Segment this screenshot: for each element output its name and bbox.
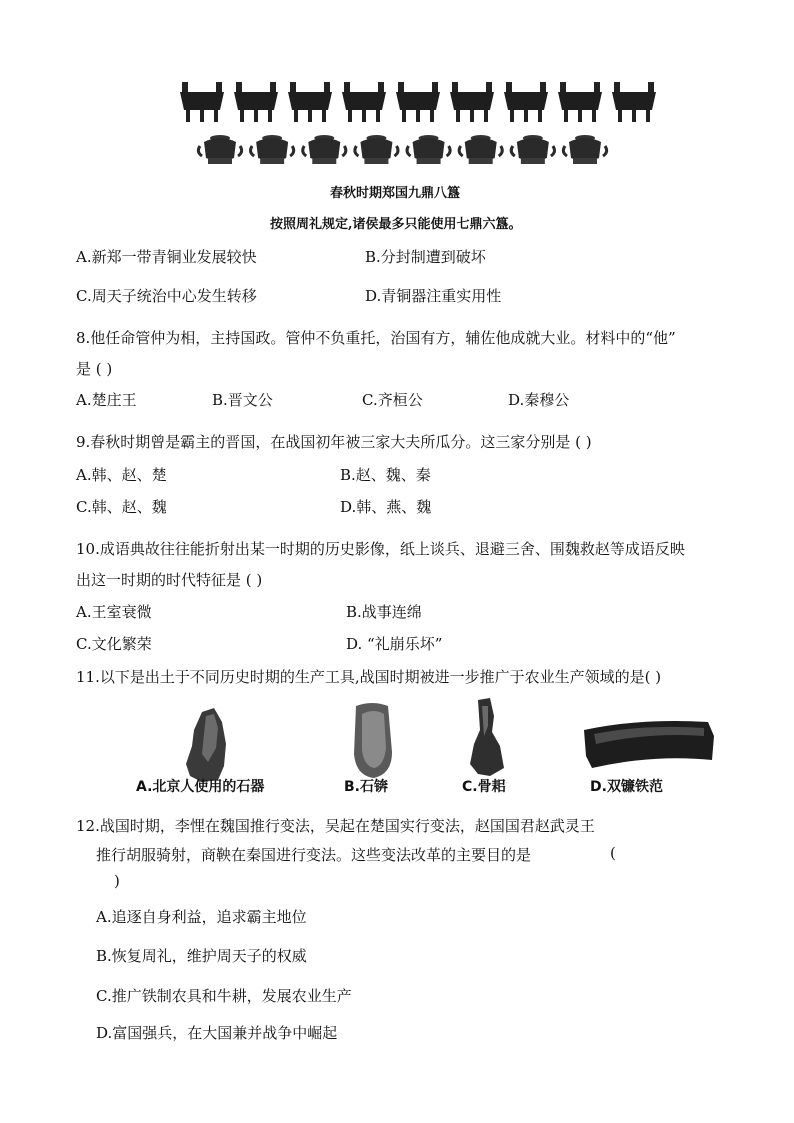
gui-vessel [563, 135, 606, 164]
q9-option-a[interactable]: A.韩、赵、楚 [76, 466, 167, 484]
q12-option-a[interactable]: A.追逐自身利益，追求霸主地位 [96, 908, 307, 926]
tool-label-b[interactable]: B.石锛 [344, 779, 388, 795]
gui-vessel [511, 135, 554, 164]
ding-vessel [234, 82, 278, 122]
ding-vessel [342, 82, 386, 122]
q10-option-a[interactable]: A.王室衰微 [76, 603, 152, 621]
q12-answer-paren-open: ( [610, 844, 616, 862]
figure-caption: 春秋时期郑国九鼎八簋 [330, 186, 461, 201]
q7-option-d[interactable]: D.青铜器注重实用性 [365, 287, 502, 305]
q10-option-c[interactable]: C.文化繁荣 [76, 635, 152, 653]
q8-stem-line2: 是 ( ) [76, 360, 113, 378]
iron-sickle-mold-image [580, 716, 720, 776]
q12-option-c[interactable]: C.推广铁制农具和牛耕，发展农业生产 [96, 987, 352, 1005]
q9-option-c[interactable]: C.韩、赵、魏 [76, 498, 167, 516]
q8-option-b[interactable]: B.晋文公 [212, 391, 273, 409]
q7-option-c[interactable]: C.周天子统治中心发生转移 [76, 287, 257, 305]
q8-option-d[interactable]: D.秦穆公 [508, 391, 570, 409]
q8-stem-line1: 8.他任命管仲为相，主持国政。管仲不负重托，治国有方，辅佐他成就大业。材料中的“他” [76, 329, 676, 347]
q12-option-d[interactable]: D.富国强兵，在大国兼并战争中崛起 [96, 1024, 338, 1042]
gui-vessel [407, 135, 450, 164]
ding-vessel [180, 82, 224, 122]
tool-label-a[interactable]: A.北京人使用的石器 [136, 779, 265, 795]
q10-stem-line2: 出这一时期的时代特征是 ( ) [76, 571, 263, 589]
figure-note: 按照周礼规定,诸侯最多只能使用七鼎六簋。 [270, 217, 522, 232]
ding-vessel [288, 82, 332, 122]
ding-vessel [450, 82, 494, 122]
q10-option-b[interactable]: B.战事连绵 [346, 603, 422, 621]
q12-option-b[interactable]: B.恢复周礼，维护周天子的权威 [96, 947, 307, 965]
stone-adze-image [344, 700, 404, 784]
q12-stem-line1: 12.战国时期，李悝在魏国推行变法，吴起在楚国实行变法，赵国国君赵武灵王 [76, 817, 595, 835]
q8-option-a[interactable]: A.楚庄王 [76, 391, 137, 409]
q10-option-d[interactable]: D. “礼崩乐坏” [346, 635, 443, 653]
ding-vessel-row [0, 70, 794, 200]
q9-stem: 9.春秋时期曾是霸主的晋国，在战国初年被三家大夫所瓜分。这三家分别是 ( ) [76, 433, 592, 451]
q9-option-d[interactable]: D.韩、燕、魏 [340, 498, 432, 516]
gui-vessel [198, 135, 241, 164]
ding-vessel [396, 82, 440, 122]
ding-vessel [558, 82, 602, 122]
tool-label-c[interactable]: C.骨耜 [462, 779, 506, 795]
tool-label-d[interactable]: D.双镰铁范 [590, 779, 663, 795]
gui-vessel [251, 135, 294, 164]
q7-option-b[interactable]: B.分封制遭到破坏 [365, 248, 486, 266]
ding-vessel [504, 82, 548, 122]
q9-option-b[interactable]: B.赵、魏、秦 [340, 466, 431, 484]
ding-vessel [612, 82, 656, 122]
q10-stem-line1: 10.成语典故往往能折射出某一时期的历史影像，纸上谈兵、退避三舍、围魏救赵等成语反映 [76, 540, 685, 558]
stone-tool-image [180, 706, 240, 786]
q8-option-c[interactable]: C.齐桓公 [362, 391, 423, 409]
gui-vessel [355, 135, 398, 164]
bone-spade-image [460, 696, 514, 780]
gui-vessel [459, 135, 502, 164]
gui-vessel [303, 135, 346, 164]
q11-stem: 11.以下是出土于不同历史时期的生产工具,战国时期被进一步推广于农业生产领域的是( ) [76, 668, 662, 686]
q12-stem-line2: 推行胡服骑射，商鞅在秦国进行变法。这些变法改革的主要目的是 [96, 846, 532, 864]
q12-answer-paren-close: ) [114, 872, 120, 890]
q7-option-a[interactable]: A.新郑一带青铜业发展较快 [76, 248, 257, 266]
